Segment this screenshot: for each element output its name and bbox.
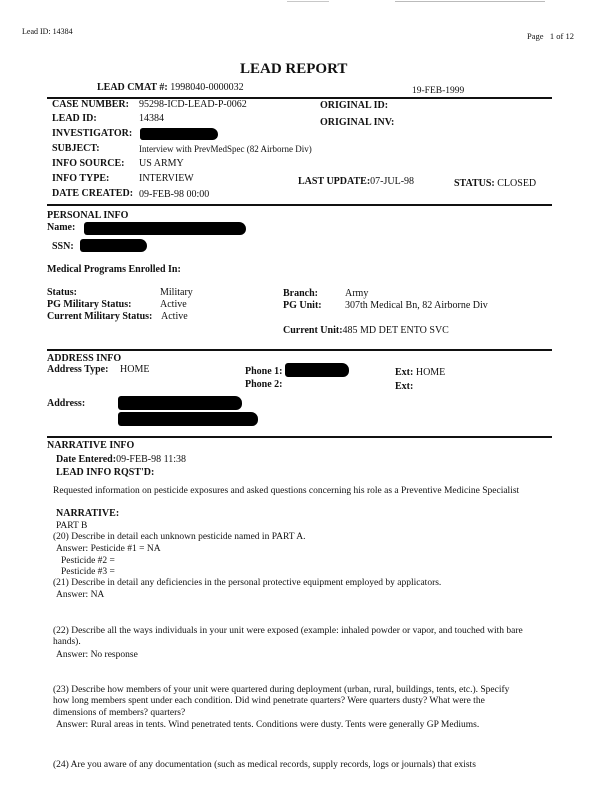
info-type-label: INFO TYPE: <box>52 173 110 184</box>
report-title: LEAD REPORT <box>240 61 348 77</box>
subject-label: SUBJECT: <box>52 143 100 154</box>
report-date: 19-FEB-1999 <box>412 86 465 96</box>
narrative-label: NARRATIVE: <box>56 508 120 519</box>
page-total: 12 <box>565 31 574 41</box>
part-label: PART B <box>56 521 88 531</box>
page-label: Page <box>527 31 544 41</box>
answer-20-2: Pesticide #2 = <box>61 556 115 566</box>
cmat-value: 1998040-0000032 <box>170 82 244 93</box>
date-entered-value: 09-FEB-98 11:38 <box>116 454 186 465</box>
info-type-value: INTERVIEW <box>139 173 194 184</box>
lead-info-rqstd-label: LEAD INFO RQST'D: <box>56 467 155 478</box>
date-entered <box>56 454 186 466</box>
branch-label: Branch: <box>283 288 318 299</box>
page-of: of <box>556 31 564 41</box>
date-entered-label: Date Entered: <box>56 454 117 465</box>
question-20: (20) Describe in detail each unknown pesticide named in PART A. <box>53 532 306 542</box>
address-type-label: Address Type: <box>47 364 109 375</box>
page-current: 1 <box>549 31 555 41</box>
date-created-label: DATE CREATED: <box>52 188 134 199</box>
answer-20-1: Answer: Pesticide #1 = NA <box>56 544 161 554</box>
divider <box>47 204 552 206</box>
lead-id-value: 14384 <box>139 113 164 124</box>
status-label: STATUS: <box>454 178 495 189</box>
pg-unit-label: PG Unit: <box>283 300 322 311</box>
personal-info-heading: PERSONAL INFO <box>47 210 129 221</box>
pg-military-status-label: PG Military Status: <box>47 299 132 310</box>
answer-23: Answer: Rural areas in tents. Wind penetrated tents. Conditions were dusty. Tents were generally GP Mediums. <box>56 720 480 730</box>
status-mil-value: Military <box>160 287 193 298</box>
status-value: CLOSED <box>497 178 537 189</box>
page-number <box>527 32 574 42</box>
ext1-value: HOME <box>415 367 446 378</box>
current-unit <box>283 325 449 337</box>
ext1-label: Ext: <box>395 367 414 378</box>
subject-value: Interview with PrevMedSpec (82 Airborne Div) <box>139 144 312 154</box>
cmat-label: LEAD CMAT #: <box>97 82 168 93</box>
question-21: (21) Describe in detail any deficiencies in the personal protective equipment employed by applicators. <box>53 578 442 588</box>
address-info-heading: ADDRESS INFO <box>47 353 122 364</box>
name-label: Name: <box>47 222 76 233</box>
ext1 <box>395 367 445 379</box>
current-military-status-value: Active <box>161 311 188 322</box>
case-number-value: 95298-ICD-LEAD-P-0062 <box>139 99 247 110</box>
case-number-label: CASE NUMBER: <box>52 99 129 110</box>
date-created-value: 09-FEB-98 00:00 <box>139 189 210 200</box>
original-id-label: ORIGINAL ID: <box>320 100 389 111</box>
phone2-label: Phone 2: <box>245 379 283 390</box>
cmat-number <box>97 82 244 94</box>
question-23: (23) Describe how members of your unit were quartered during deployment (urban, rural, buildings, tents, etc.). Specify how long members spent under each condition. Did wind penetrate quarters? Were quarters dusty? What were the dimensions of members? quarters? <box>53 685 510 718</box>
investigator-redaction <box>140 128 218 140</box>
address-redaction-line1 <box>118 396 242 410</box>
answer-21: Answer: NA <box>56 590 105 600</box>
investigator-label: INVESTIGATOR: <box>52 128 133 139</box>
current-unit-label: Current Unit: <box>283 325 343 336</box>
page-lead-id: Lead ID: 14384 <box>22 27 73 36</box>
lead-id-label: LEAD ID: <box>52 113 97 124</box>
address-type-value: HOME <box>120 364 150 375</box>
question-24: (24) Are you aware of any documentation (such as medical records, supply records, logs or journals) that exists <box>53 760 476 770</box>
narrative-info-heading: NARRATIVE INFO <box>47 440 135 451</box>
last-update-value: 07-JUL-98 <box>370 176 415 187</box>
scan-artifact <box>395 1 545 2</box>
phone1-label: Phone 1: <box>245 366 283 377</box>
medical-programs-label: Medical Programs Enrolled In: <box>47 264 181 275</box>
original-inv-label: ORIGINAL INV: <box>320 117 395 128</box>
last-update-label: LAST UPDATE: <box>298 176 371 187</box>
name-redaction <box>84 222 246 235</box>
pg-military-status-value: Active <box>160 299 187 310</box>
branch-value: Army <box>345 288 369 299</box>
lead-info-rqstd-text: Requested information on pesticide exposures and asked questions concerning his role as a Preventive Medicine Specialist <box>53 486 520 496</box>
last-update <box>298 176 414 188</box>
info-source-label: INFO SOURCE: <box>52 158 125 169</box>
question-22: (22) Describe all the ways individuals in your unit were exposed (example: inhaled powder or vapor, and touched with bare hands). <box>53 626 523 648</box>
answer-20-3: Pesticide #3 = <box>61 567 115 577</box>
current-unit-value: 485 MD DET ENTO SVC <box>342 325 449 336</box>
answer-22: Answer: No response <box>56 650 138 660</box>
ssn-label: SSN: <box>52 241 74 252</box>
address-redaction-line2 <box>118 412 258 426</box>
ext2-label: Ext: <box>395 381 414 392</box>
status-mil-label: Status: <box>47 287 78 298</box>
scan-artifact <box>287 1 329 2</box>
divider <box>47 436 552 438</box>
current-military-status-label: Current Military Status: <box>47 311 153 322</box>
phone1-redaction <box>285 363 349 377</box>
status <box>454 178 536 190</box>
info-source-value: US ARMY <box>139 158 184 169</box>
pg-unit-value: 307th Medical Bn, 82 Airborne Div <box>345 300 488 311</box>
ssn-redaction <box>80 239 147 252</box>
divider <box>47 349 552 351</box>
address-label: Address: <box>47 398 86 409</box>
